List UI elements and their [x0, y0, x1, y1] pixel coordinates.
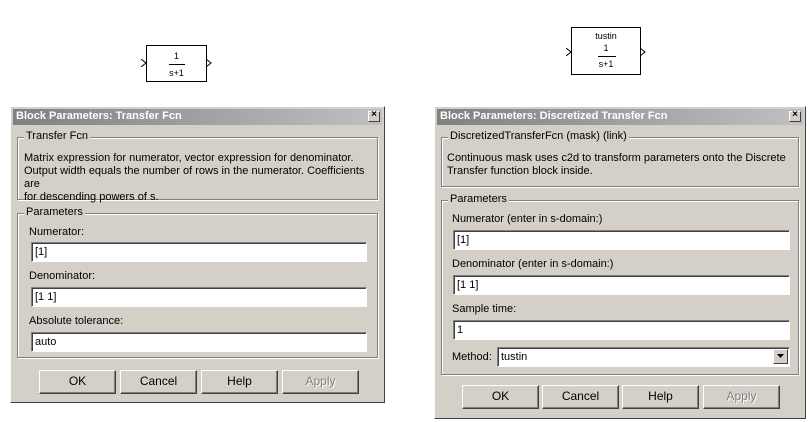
title-bar[interactable]	[437, 109, 803, 125]
block-output-port-icon	[640, 48, 646, 56]
block-denominator: s+1	[169, 68, 184, 78]
dropdown-button[interactable]	[773, 349, 788, 364]
block-method-label: tustin	[595, 31, 617, 41]
numerator-label: Numerator:	[29, 226, 85, 238]
parameters-legend: Parameters	[26, 206, 83, 218]
ok-button[interactable]: OK	[39, 370, 116, 394]
transfer-fcn-dialog	[10, 106, 385, 403]
help-button[interactable]: Help	[201, 370, 278, 394]
close-icon: ×	[371, 109, 377, 120]
dialog-title: Block Parameters: Discretized Transfer Fcn	[440, 110, 668, 122]
discretized-transfer-fcn-block[interactable]	[571, 27, 641, 75]
description-text: Matrix expression for numerator, vector expression for denominator. Output width equals the number of rows in the numerator. Coefficients are for descending powers of s.	[24, 152, 365, 203]
ok-button[interactable]: OK	[462, 385, 539, 409]
tolerance-label: Absolute tolerance:	[29, 315, 124, 327]
sample-time-label: Sample time:	[452, 303, 517, 315]
method-value: tustin	[501, 351, 528, 363]
close-button[interactable]	[368, 111, 380, 122]
denominator-field[interactable]: [1 1]	[31, 287, 367, 307]
denominator-label: Denominator:	[29, 270, 96, 282]
transfer-fcn-block[interactable]	[146, 45, 207, 82]
description-legend: DiscretizedTransferFcn (mask) (link)	[450, 130, 627, 142]
apply-button[interactable]: Apply	[282, 370, 359, 394]
block-numerator: 1	[603, 43, 609, 53]
description-group	[441, 130, 799, 187]
numerator-field[interactable]: [1]	[31, 242, 367, 262]
fraction-bar	[598, 56, 616, 57]
dialog-title: Block Parameters: Transfer Fcn	[16, 110, 182, 122]
description-legend: Transfer Fcn	[26, 130, 88, 142]
parameters-group	[17, 206, 378, 358]
description-group	[17, 130, 378, 203]
help-button[interactable]: Help	[622, 385, 699, 409]
close-button[interactable]	[789, 111, 801, 122]
block-numerator: 1	[173, 51, 179, 61]
parameters-group	[441, 193, 799, 375]
description-text: Continuous mask uses c2d to transform parameters onto the Discrete Transfer function block inside.	[447, 152, 786, 177]
chevron-down-icon	[777, 354, 785, 359]
fraction-bar	[169, 64, 185, 65]
method-select[interactable]	[497, 347, 790, 367]
block-denominator: s+1	[598, 59, 614, 69]
block-output-port-icon	[206, 59, 212, 67]
cancel-button[interactable]: Cancel	[542, 385, 619, 409]
numerator-label: Numerator (enter in s-domain:)	[452, 213, 603, 225]
tolerance-field[interactable]: auto	[31, 332, 367, 352]
numerator-field[interactable]: [1]	[453, 230, 790, 250]
denominator-label: Denominator (enter in s-domain:)	[452, 258, 614, 270]
denominator-field[interactable]: [1 1]	[453, 275, 790, 295]
close-icon: ×	[792, 109, 798, 120]
method-label: Method:	[452, 351, 492, 363]
discretized-transfer-fcn-dialog	[434, 106, 806, 419]
title-bar[interactable]	[13, 109, 382, 125]
parameters-legend: Parameters	[450, 193, 507, 205]
apply-button[interactable]: Apply	[703, 385, 780, 409]
sample-time-field[interactable]: 1	[453, 320, 790, 340]
cancel-button[interactable]: Cancel	[120, 370, 197, 394]
